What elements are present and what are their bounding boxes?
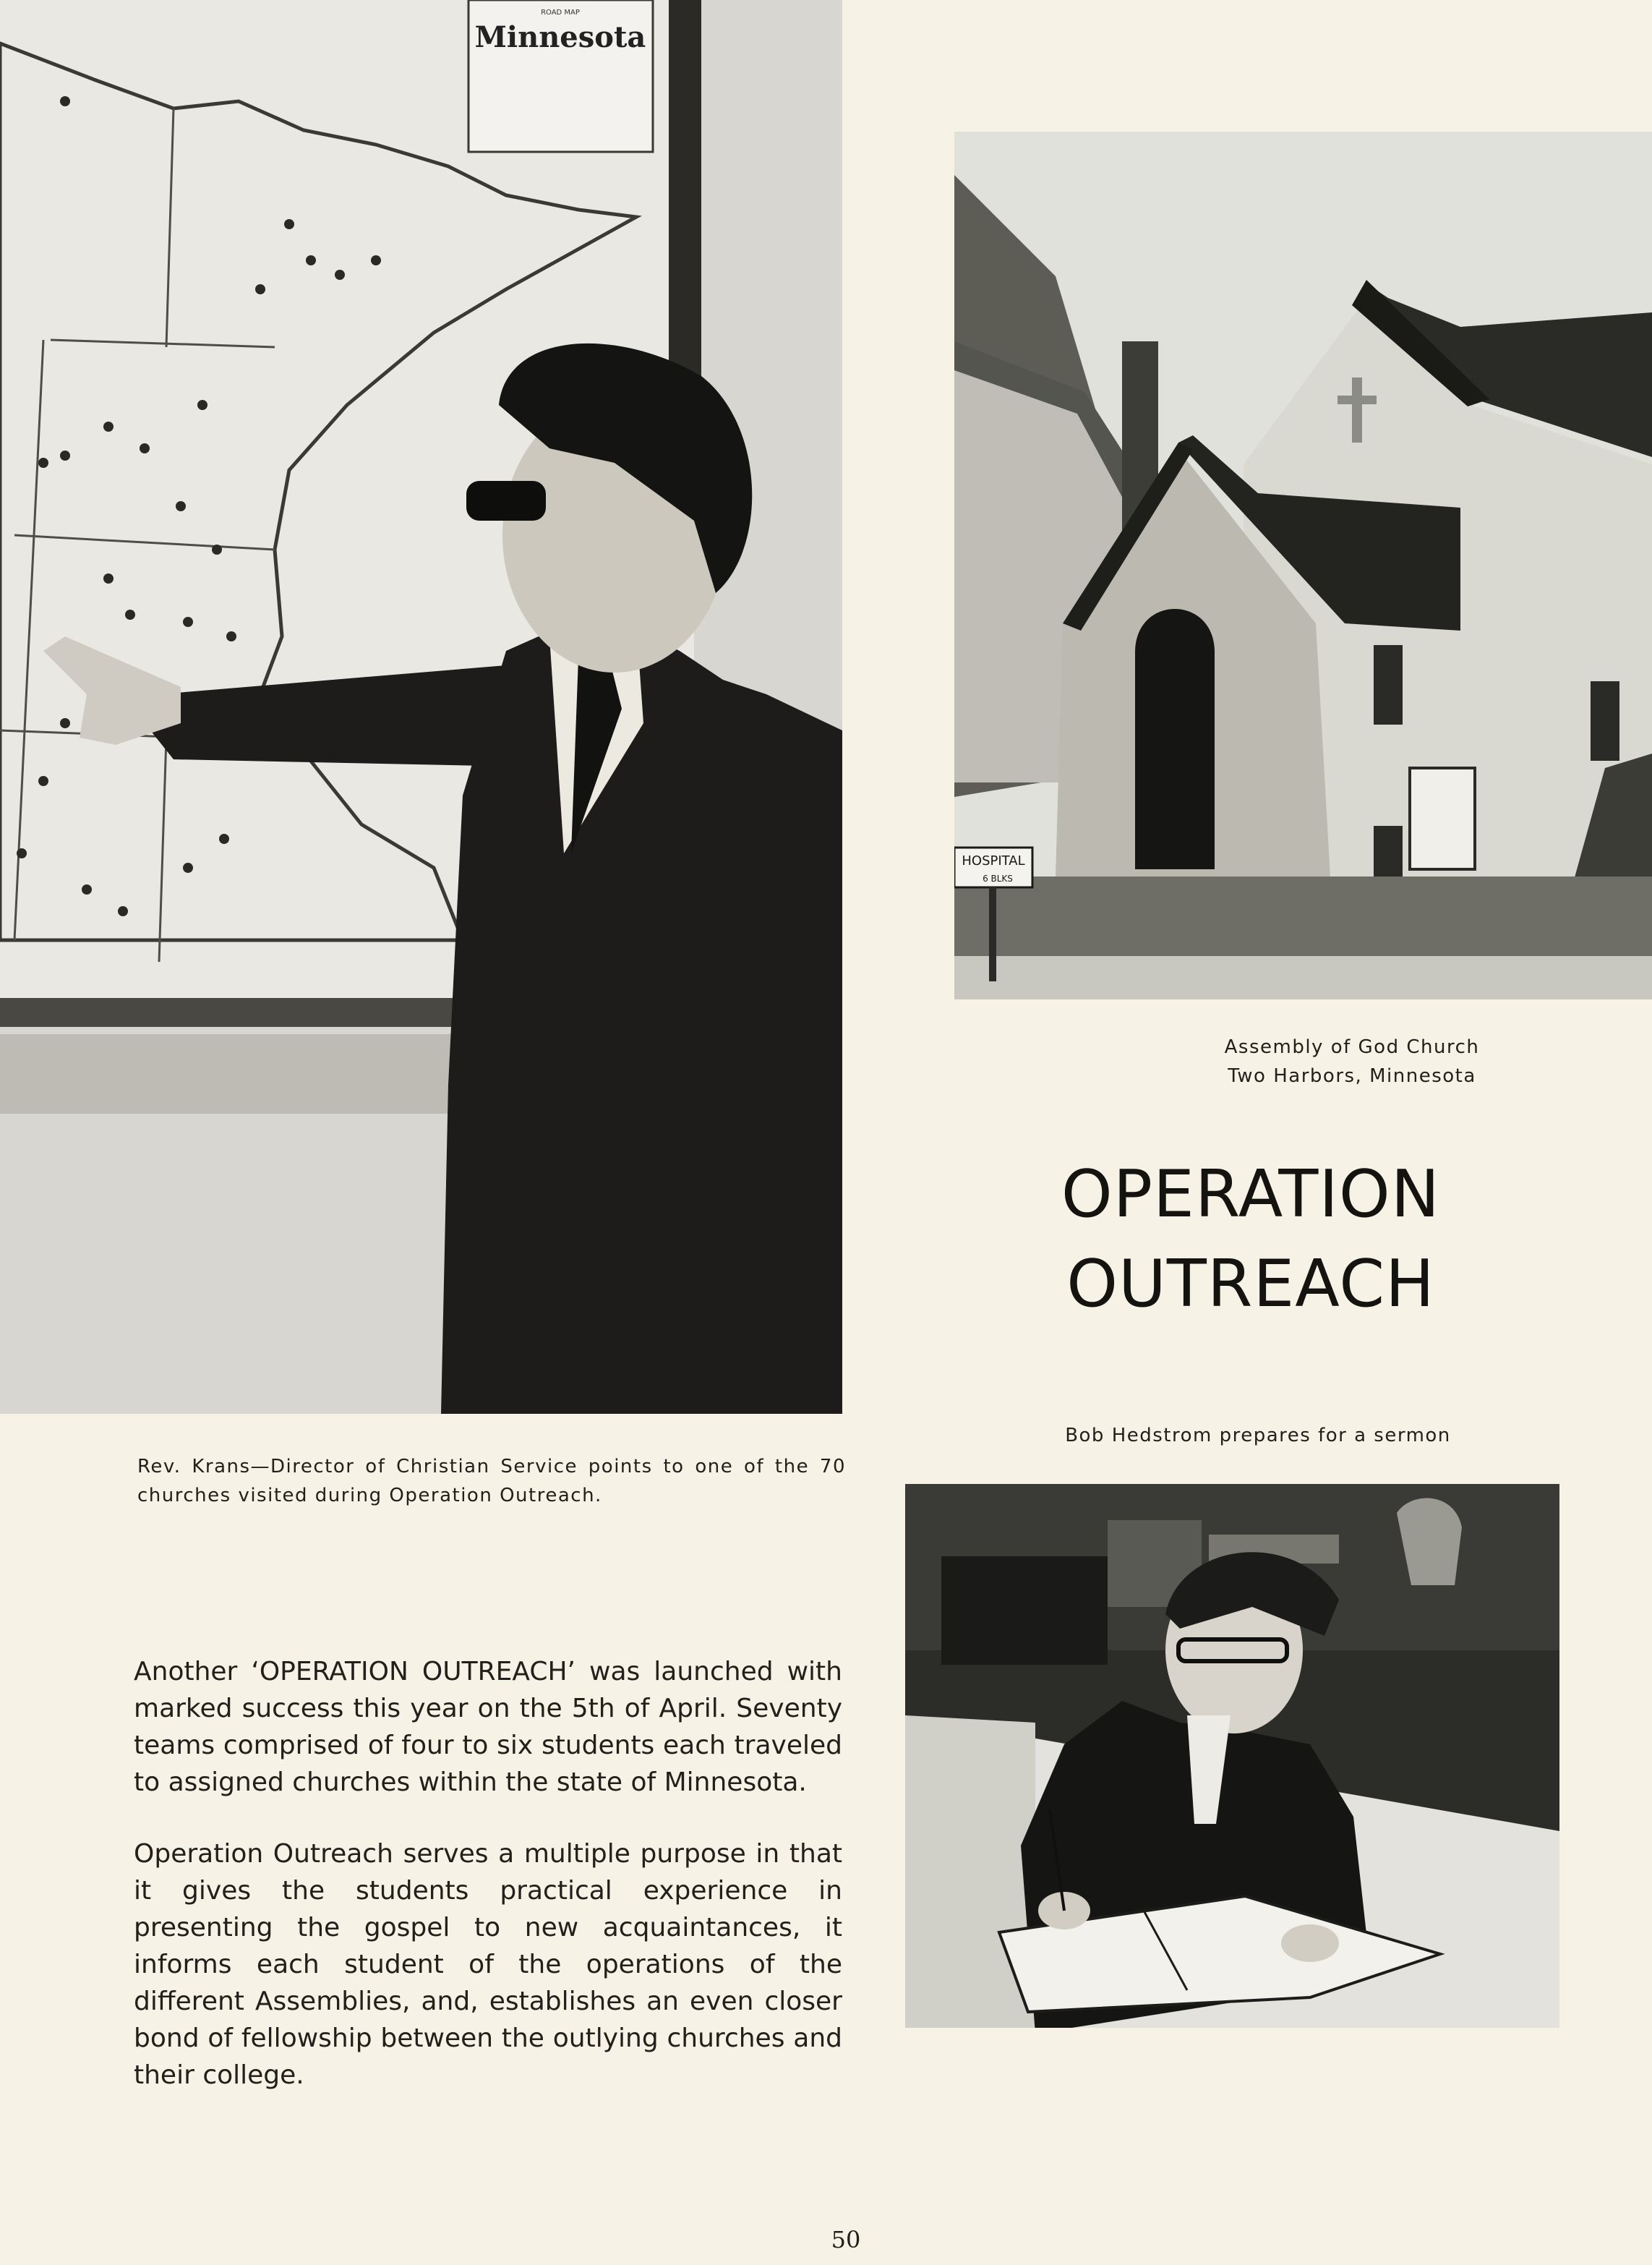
study-photo [905, 1484, 1559, 2028]
body-paragraph-1: Another ‘OPERATION OUTREACH’ was launched with marked success this year on the 5th of April. Seventy teams comprised of four to six students each traveled to assigned churches within the state of Minnesota. [134, 1657, 842, 1797]
headline-line-1: OPERATION [1061, 1156, 1441, 1232]
page-headline [998, 1150, 1504, 1329]
body-paragraph-2: Operation Outreach serves a multiple purpose in that it gives the students practical experience in presenting the gospel to new acquaintances, it informs each student of the operations of the different Assemblies, and, establishes an even closer bond of fellowship between the outlying churches and their college. [134, 1839, 842, 2090]
headline-line-2: OUTREACH [1066, 1246, 1435, 1322]
hospital-sign-text: HOSPITAL [962, 853, 1025, 869]
church-photo [954, 132, 1652, 999]
map-photo [0, 0, 842, 1414]
map-title-text: Minnesota [474, 20, 646, 54]
map-subtitle-text: ROAD MAP [541, 9, 580, 17]
page-number: 50 [831, 2226, 861, 2253]
study-photo-caption: Bob Hedstrom prepares for a sermon [1065, 1425, 1451, 1446]
church-caption-line-1: Assembly of God Church [1224, 1036, 1480, 1058]
map-photo-caption: Rev. Krans—Director of Christian Service points to one of the 70 churches visited during Operation Outreach. [137, 1456, 846, 1506]
church-caption-line-2: Two Harbors, Minnesota [1228, 1065, 1476, 1087]
church-caption [1150, 1033, 1554, 1091]
hospital-sign-subtext: 6 BLKS [983, 874, 1013, 884]
